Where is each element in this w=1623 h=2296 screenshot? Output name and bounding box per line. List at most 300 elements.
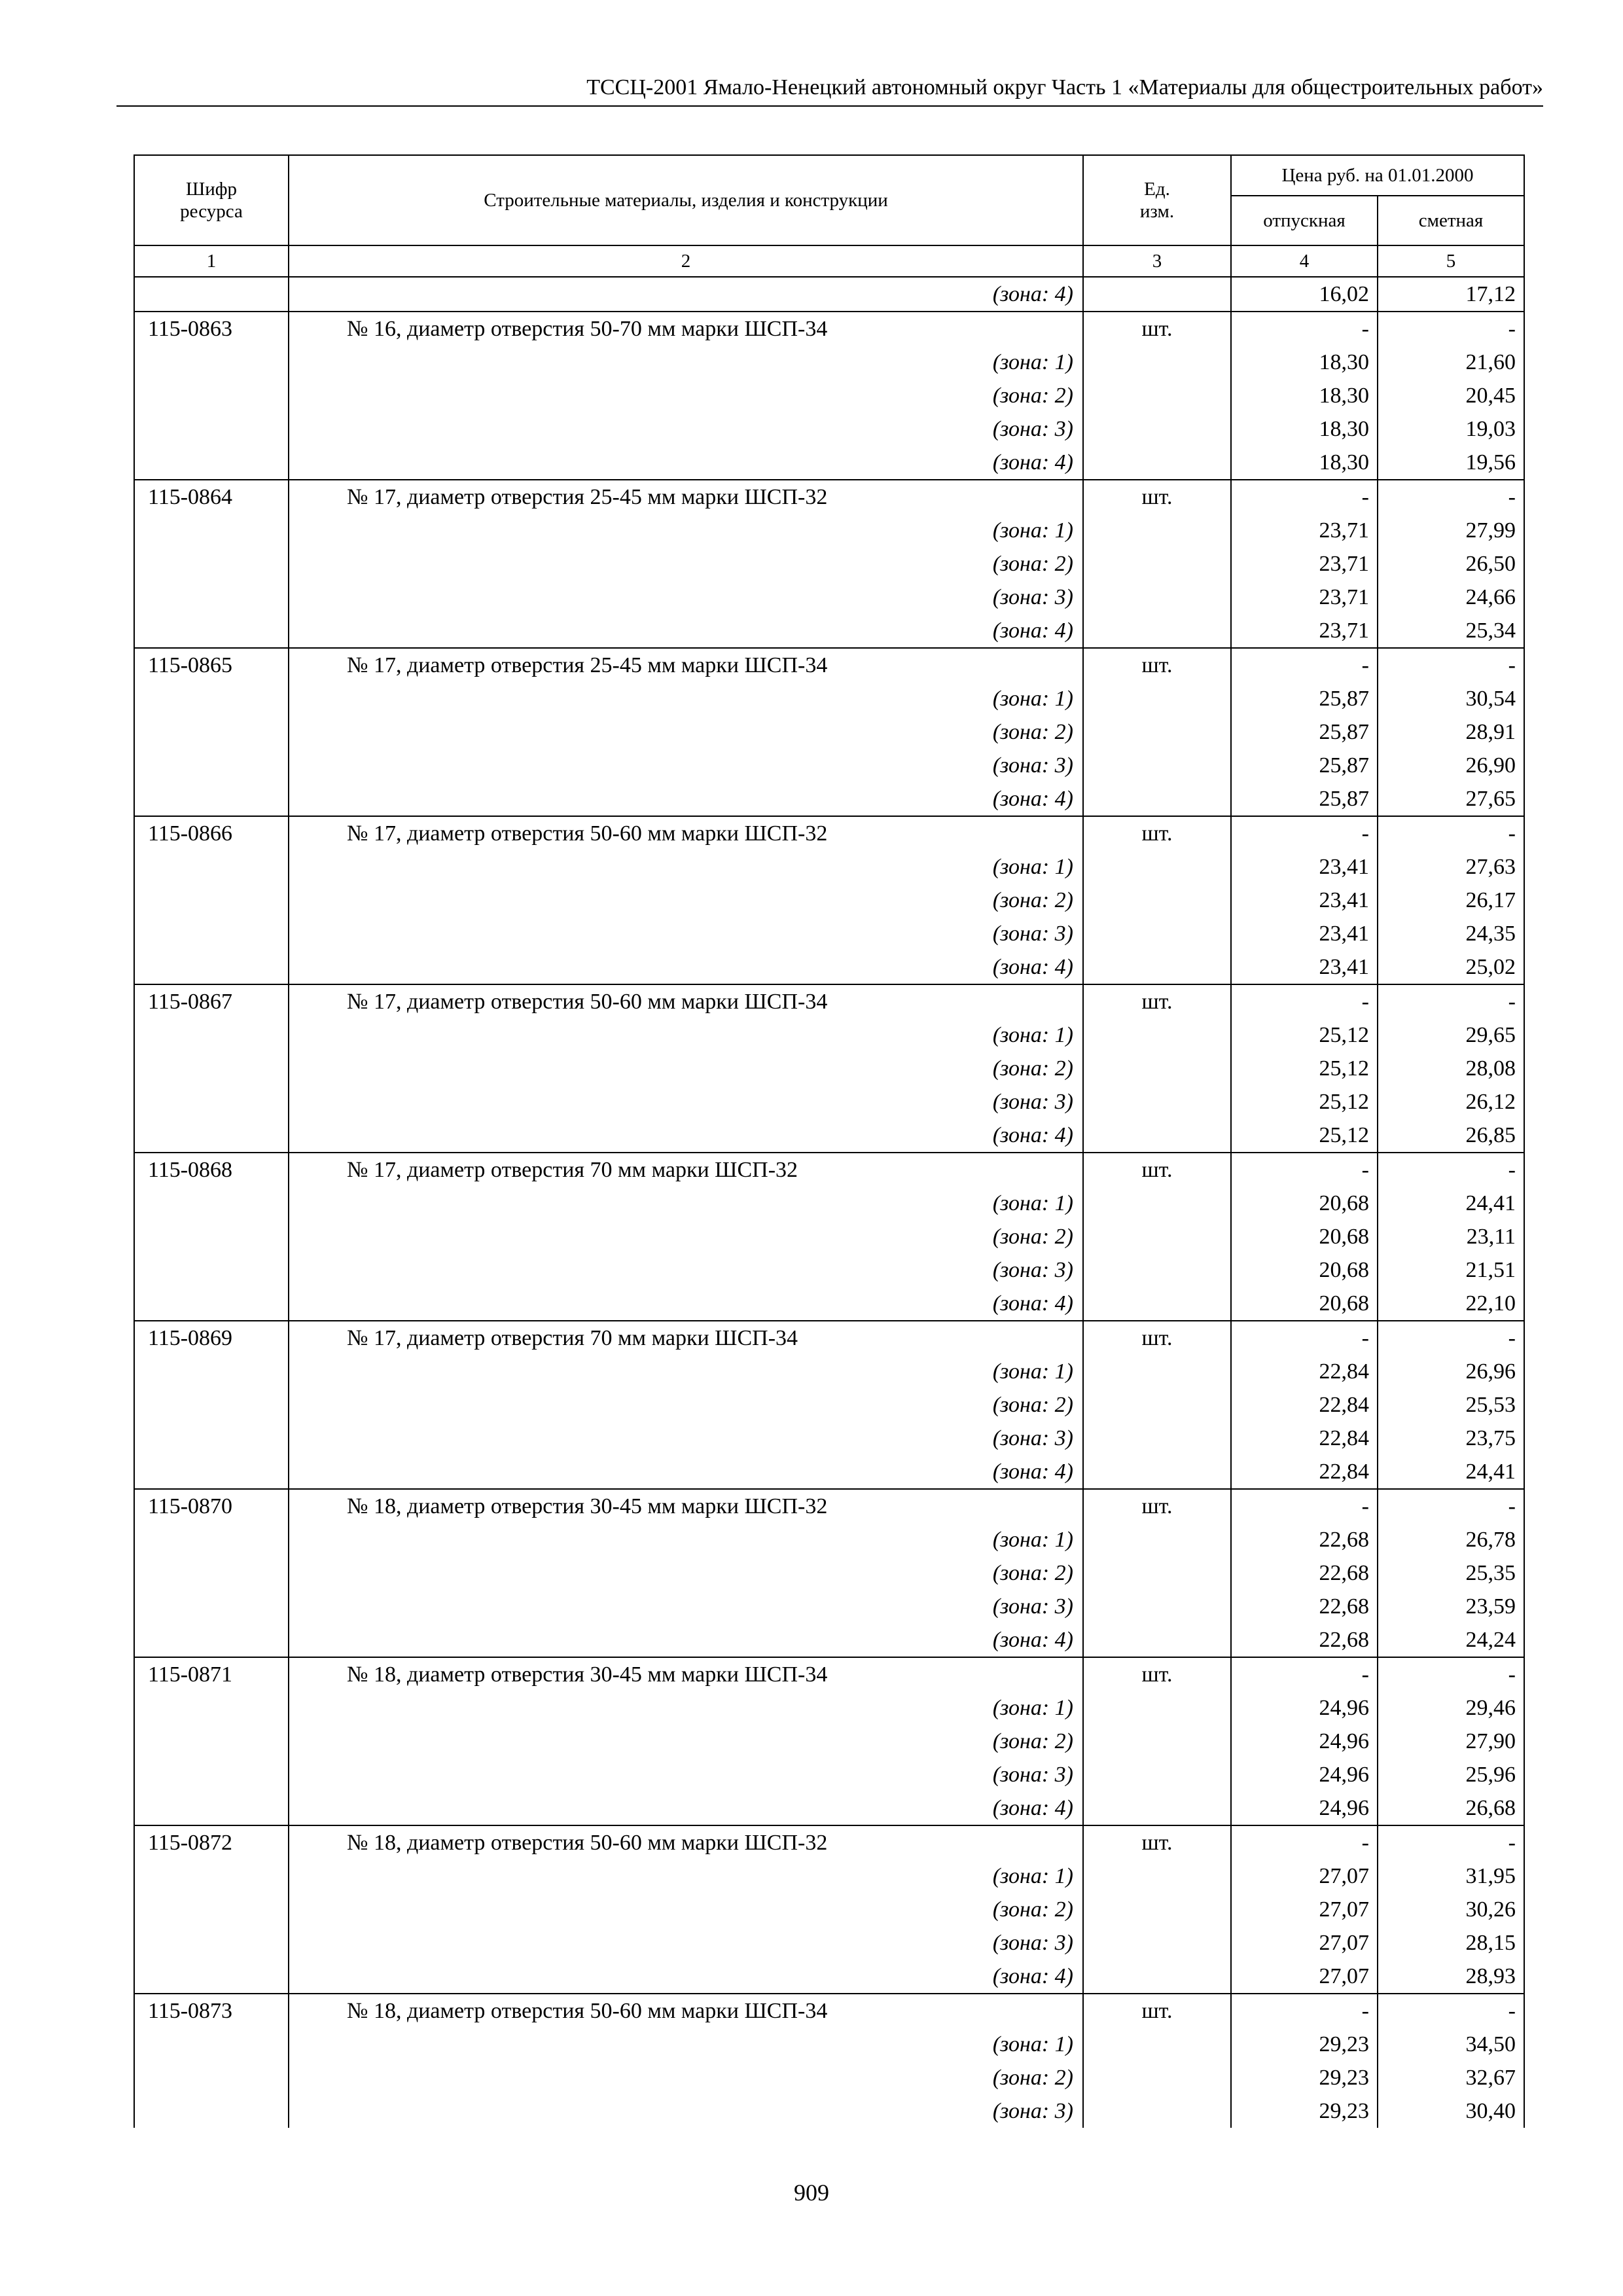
unit-cell [1083,1523,1231,1556]
estimate-price: 28,93 [1378,1960,1524,1994]
release-price: 23,71 [1231,581,1378,614]
unit-cell: шт. [1083,816,1231,850]
resource-code-cell [134,1758,289,1791]
resource-code-cell [134,1355,289,1388]
estimate-price: 30,26 [1378,1893,1524,1926]
resource-code-cell [134,917,289,950]
zone-label: (зона: 4) [289,1287,1083,1321]
release-price: 22,68 [1231,1556,1378,1590]
estimate-price: 19,56 [1378,446,1524,480]
estimate-price: 24,35 [1378,917,1524,950]
material-name: № 18, диаметр отверстия 50-60 мм марки ШСП-32 [289,1825,1083,1859]
estimate-price: - [1378,1321,1524,1355]
release-price: - [1231,1153,1378,1187]
resource-code-cell [134,1960,289,1994]
resource-code-cell [134,1455,289,1489]
table-row [134,1825,1524,1859]
estimate-price: 30,54 [1378,682,1524,715]
zone-label: (зона: 1) [289,346,1083,379]
estimate-price: 17,12 [1378,277,1524,312]
zone-label: (зона: 3) [289,749,1083,782]
release-price: - [1231,480,1378,514]
estimate-price: 26,17 [1378,884,1524,917]
col-unit-label: Ед. изм. [1139,179,1175,222]
resource-code-cell [134,2061,289,2094]
release-price: 24,96 [1231,1791,1378,1825]
release-price: 29,23 [1231,2061,1378,2094]
zone-row [134,1355,1524,1388]
table-row [134,984,1524,1018]
zone-row [134,1523,1524,1556]
estimate-price: 25,02 [1378,950,1524,984]
col-estimate-header [1378,196,1524,245]
estimate-price: 23,11 [1378,1220,1524,1253]
resource-code-cell [134,346,289,379]
material-name: № 17, диаметр отверстия 70 мм марки ШСП-34 [289,1321,1083,1355]
zone-label: (зона: 2) [289,547,1083,581]
unit-cell [1083,1725,1231,1758]
page-number: 909 [794,2179,829,2206]
unit-cell [1083,1422,1231,1455]
unit-cell [1083,446,1231,480]
table-body [134,277,1524,2128]
col-name-label: Строительные материалы, изделия и конструкции [484,190,888,211]
release-price: 22,68 [1231,1623,1378,1657]
unit-cell [1083,1623,1231,1657]
estimate-price: - [1378,648,1524,682]
unit-cell: шт. [1083,984,1231,1018]
release-price: 23,71 [1231,547,1378,581]
zone-row [134,1960,1524,1994]
estimate-price: 20,45 [1378,379,1524,412]
zone-row [134,614,1524,648]
resource-code-cell [134,1893,289,1926]
resource-code-cell [134,1187,289,1220]
release-price: 22,84 [1231,1455,1378,1489]
release-price: 22,68 [1231,1523,1378,1556]
unit-cell: шт. [1083,1994,1231,2028]
material-name: № 17, диаметр отверстия 70 мм марки ШСП-32 [289,1153,1083,1187]
resource-code-cell [134,1556,289,1590]
zone-row [134,1623,1524,1657]
header-rule [116,105,1543,107]
zone-row [134,346,1524,379]
release-price: 27,07 [1231,1859,1378,1893]
release-price: 22,84 [1231,1355,1378,1388]
zone-row [134,1725,1524,1758]
page-header: ТССЦ-2001 Ямало-Ненецкий автономный округ Часть 1 «Материалы для общестроительных работ» [586,75,1543,99]
unit-cell [1083,614,1231,648]
table-row [134,648,1524,682]
estimate-price: 30,40 [1378,2094,1524,2128]
unit-cell: шт. [1083,480,1231,514]
release-price: 22,84 [1231,1388,1378,1422]
release-price: 24,96 [1231,1758,1378,1791]
estimate-price: 25,34 [1378,614,1524,648]
zone-row [134,412,1524,446]
resource-code: 115-0872 [134,1825,289,1859]
zone-label: (зона: 3) [289,1253,1083,1287]
estimate-price: - [1378,1153,1524,1187]
unit-cell [1083,1590,1231,1623]
price-table [134,154,1525,2128]
release-price: - [1231,1657,1378,1691]
zone-row [134,1220,1524,1253]
zone-label: (зона: 1) [289,682,1083,715]
release-price: 25,87 [1231,782,1378,816]
estimate-price: - [1378,816,1524,850]
zone-label: (зона: 2) [289,2061,1083,2094]
zone-row [134,682,1524,715]
resource-code-cell [134,1791,289,1825]
estimate-price: - [1378,984,1524,1018]
zone-label: (зона: 3) [289,1758,1083,1791]
zone-label: (зона: 4) [289,1623,1083,1657]
zone-row [134,514,1524,547]
zone-label: (зона: 1) [289,850,1083,884]
unit-cell [1083,1926,1231,1960]
unit-cell: шт. [1083,1489,1231,1523]
release-price: 18,30 [1231,346,1378,379]
unit-cell [1083,1691,1231,1725]
estimate-price: - [1378,1657,1524,1691]
unit-cell [1083,1758,1231,1791]
resource-code-cell [134,412,289,446]
estimate-price: 27,90 [1378,1725,1524,1758]
estimate-price: 24,41 [1378,1455,1524,1489]
column-number: 5 [1378,245,1524,277]
zone-row [134,1287,1524,1321]
zone-label: (зона: 2) [289,1725,1083,1758]
release-price: 23,71 [1231,614,1378,648]
zone-label: (зона: 3) [289,1926,1083,1960]
unit-cell [1083,1220,1231,1253]
zone-label: (зона: 3) [289,412,1083,446]
release-price: 23,41 [1231,917,1378,950]
zone-row [134,1187,1524,1220]
release-price: - [1231,1489,1378,1523]
material-name: № 18, диаметр отверстия 50-60 мм марки ШСП-34 [289,1994,1083,2028]
unit-cell [1083,1859,1231,1893]
zone-row [134,749,1524,782]
estimate-price: 29,46 [1378,1691,1524,1725]
resource-code-cell [134,1691,289,1725]
estimate-price: 27,65 [1378,782,1524,816]
unit-cell [1083,884,1231,917]
release-price: 16,02 [1231,277,1378,312]
unit-cell [1083,514,1231,547]
release-price: 18,30 [1231,446,1378,480]
zone-label: (зона: 1) [289,514,1083,547]
estimate-price: 26,85 [1378,1119,1524,1153]
unit-cell [1083,917,1231,950]
release-price: 25,12 [1231,1018,1378,1052]
release-price: 22,84 [1231,1422,1378,1455]
release-price: 24,96 [1231,1725,1378,1758]
zone-row [134,1018,1524,1052]
resource-code: 115-0866 [134,816,289,850]
col-estimate-label: сметная [1418,210,1484,231]
estimate-price: 34,50 [1378,2028,1524,2061]
col-price-header [1231,155,1524,196]
col-unit-header [1083,155,1231,245]
zone-row [134,379,1524,412]
unit-cell [1083,2094,1231,2128]
release-price: 25,87 [1231,682,1378,715]
estimate-price: 26,90 [1378,749,1524,782]
release-price: 23,41 [1231,850,1378,884]
zone-label: (зона: 4) [289,1960,1083,1994]
release-price: - [1231,312,1378,346]
release-price: 20,68 [1231,1253,1378,1287]
estimate-price: 25,35 [1378,1556,1524,1590]
release-price: 25,87 [1231,749,1378,782]
estimate-price: 21,60 [1378,346,1524,379]
zone-row [134,1791,1524,1825]
zone-label: (зона: 1) [289,1859,1083,1893]
resource-code-cell [134,715,289,749]
estimate-price: 26,12 [1378,1085,1524,1119]
zone-label: (зона: 4) [289,614,1083,648]
unit-cell [1083,1893,1231,1926]
zone-row [134,1859,1524,1893]
resource-code-cell [134,1119,289,1153]
col-name-header [289,155,1083,245]
unit-cell [1083,1018,1231,1052]
zone-label: (зона: 2) [289,884,1083,917]
zone-row [134,782,1524,816]
estimate-price: - [1378,1489,1524,1523]
resource-code-cell [134,1052,289,1085]
release-price: - [1231,648,1378,682]
estimate-price: 25,96 [1378,1758,1524,1791]
resource-code-cell [134,379,289,412]
unit-cell [1083,1791,1231,1825]
unit-cell [1083,850,1231,884]
resource-code-cell [134,950,289,984]
resource-code-cell [134,1422,289,1455]
zone-label: (зона: 2) [289,1388,1083,1422]
zone-label: (зона: 2) [289,1893,1083,1926]
zone-row [134,1926,1524,1960]
estimate-price: 28,91 [1378,715,1524,749]
release-price: - [1231,816,1378,850]
unit-cell [1083,1960,1231,1994]
resource-code-cell [134,2094,289,2128]
unit-cell [1083,950,1231,984]
resource-code: 115-0868 [134,1153,289,1187]
release-price: 24,96 [1231,1691,1378,1725]
zone-label: (зона: 4) [289,1791,1083,1825]
unit-cell: шт. [1083,1153,1231,1187]
resource-code: 115-0863 [134,312,289,346]
zone-label: (зона: 1) [289,1018,1083,1052]
column-number: 2 [289,245,1083,277]
zone-row [134,1758,1524,1791]
resource-code-cell [134,884,289,917]
unit-cell: шт. [1083,648,1231,682]
zone-row [134,1893,1524,1926]
resource-code: 115-0871 [134,1657,289,1691]
unit-cell [1083,1052,1231,1085]
zone-label: (зона: 1) [289,1691,1083,1725]
carry-over-row [134,277,1524,312]
material-name: № 17, диаметр отверстия 25-45 мм марки ШСП-32 [289,480,1083,514]
zone-row [134,1590,1524,1623]
release-price: 18,30 [1231,412,1378,446]
zone-row [134,1455,1524,1489]
unit-cell [1083,547,1231,581]
estimate-price: - [1378,312,1524,346]
table-row [134,480,1524,514]
zone-label: (зона: 3) [289,1590,1083,1623]
estimate-price: 25,53 [1378,1388,1524,1422]
unit-cell [1083,2061,1231,2094]
estimate-price: 22,10 [1378,1287,1524,1321]
zone-row [134,884,1524,917]
resource-code-cell [134,1523,289,1556]
release-price: 20,68 [1231,1287,1378,1321]
release-price: 25,12 [1231,1085,1378,1119]
unit-cell [1083,1556,1231,1590]
resource-code-cell [134,1253,289,1287]
unit-cell [1083,749,1231,782]
zone-label: (зона: 1) [289,1523,1083,1556]
unit-cell [1083,581,1231,614]
zone-row [134,1052,1524,1085]
unit-cell [1083,1355,1231,1388]
estimate-price: 28,15 [1378,1926,1524,1960]
zone-row [134,2094,1524,2128]
col-price-label: Цена руб. на 01.01.2000 [1281,165,1474,186]
estimate-price: 29,65 [1378,1018,1524,1052]
unit-cell [1083,1388,1231,1422]
table-row [134,312,1524,346]
zone-label: (зона: 2) [289,379,1083,412]
zone-row [134,715,1524,749]
unit-cell [1083,379,1231,412]
zone-row [134,1253,1524,1287]
release-price: 25,12 [1231,1119,1378,1153]
unit-cell [1083,1455,1231,1489]
material-name: № 17, диаметр отверстия 50-60 мм марки ШСП-34 [289,984,1083,1018]
zone-row [134,2028,1524,2061]
table-row [134,1321,1524,1355]
estimate-price: - [1378,1994,1524,2028]
resource-code-cell [134,446,289,480]
zone-label: (зона: 1) [289,1355,1083,1388]
resource-code-cell [134,1287,289,1321]
material-name: № 18, диаметр отверстия 30-45 мм марки ШСП-32 [289,1489,1083,1523]
resource-code-cell [134,1725,289,1758]
estimate-price: 26,78 [1378,1523,1524,1556]
resource-code: 115-0864 [134,480,289,514]
release-price: 25,12 [1231,1052,1378,1085]
release-price: - [1231,984,1378,1018]
unit-cell: шт. [1083,312,1231,346]
resource-code-cell [134,1085,289,1119]
release-price: - [1231,1994,1378,2028]
resource-code-cell [134,1388,289,1422]
unit-cell [1083,1085,1231,1119]
estimate-price: 31,95 [1378,1859,1524,1893]
release-price: - [1231,1825,1378,1859]
zone-row [134,2061,1524,2094]
table-row [134,1153,1524,1187]
unit-cell [1083,277,1231,312]
unit-cell [1083,682,1231,715]
unit-cell [1083,346,1231,379]
zone-label: (зона: 3) [289,1085,1083,1119]
resource-code-cell [134,1018,289,1052]
unit-cell [1083,1287,1231,1321]
zone-row [134,950,1524,984]
zone-label: (зона: 2) [289,1052,1083,1085]
resource-code-cell [134,782,289,816]
zone-row [134,446,1524,480]
release-price: 23,41 [1231,950,1378,984]
table-head [134,155,1524,277]
zone-label: (зона: 3) [289,917,1083,950]
column-number: 1 [134,245,289,277]
unit-cell [1083,1187,1231,1220]
resource-code-cell [134,1859,289,1893]
release-price: 29,23 [1231,2094,1378,2128]
release-price: 27,07 [1231,1960,1378,1994]
col-code-header [134,155,289,245]
resource-code-cell [134,1926,289,1960]
release-price: 27,07 [1231,1926,1378,1960]
zone-row [134,1422,1524,1455]
estimate-price: 26,96 [1378,1355,1524,1388]
estimate-price: 23,75 [1378,1422,1524,1455]
zone-label: (зона: 2) [289,1220,1083,1253]
table-row [134,816,1524,850]
zone-label: (зона: 4) [289,1119,1083,1153]
estimate-price: 24,41 [1378,1187,1524,1220]
unit-cell: шт. [1083,1825,1231,1859]
zone-label: (зона: 4) [289,1455,1083,1489]
unit-cell [1083,1119,1231,1153]
resource-code-cell [134,1220,289,1253]
resource-code-cell [134,1590,289,1623]
estimate-price: - [1378,1825,1524,1859]
col-release-header [1231,196,1378,245]
resource-code-cell [134,2028,289,2061]
resource-code-cell [134,850,289,884]
material-name: № 16, диаметр отверстия 50-70 мм марки ШСП-34 [289,312,1083,346]
release-price: 18,30 [1231,379,1378,412]
zone-label: (зона: 1) [289,2028,1083,2061]
estimate-price: 21,51 [1378,1253,1524,1287]
material-name: № 17, диаметр отверстия 25-45 мм марки ШСП-34 [289,648,1083,682]
estimate-price: 24,66 [1378,581,1524,614]
table-row [134,1489,1524,1523]
resource-code-cell [134,682,289,715]
column-number: 4 [1231,245,1378,277]
zone-label: (зона: 2) [289,1556,1083,1590]
release-price: 25,87 [1231,715,1378,749]
col-code-label: Шифр ресурса [180,179,243,222]
column-number: 3 [1083,245,1231,277]
resource-code: 115-0867 [134,984,289,1018]
zone-row [134,547,1524,581]
zone-label: (зона: 4) [289,277,1083,312]
material-name: № 17, диаметр отверстия 50-60 мм марки ШСП-32 [289,816,1083,850]
zone-row [134,917,1524,950]
estimate-price: 23,59 [1378,1590,1524,1623]
resource-code: 115-0870 [134,1489,289,1523]
